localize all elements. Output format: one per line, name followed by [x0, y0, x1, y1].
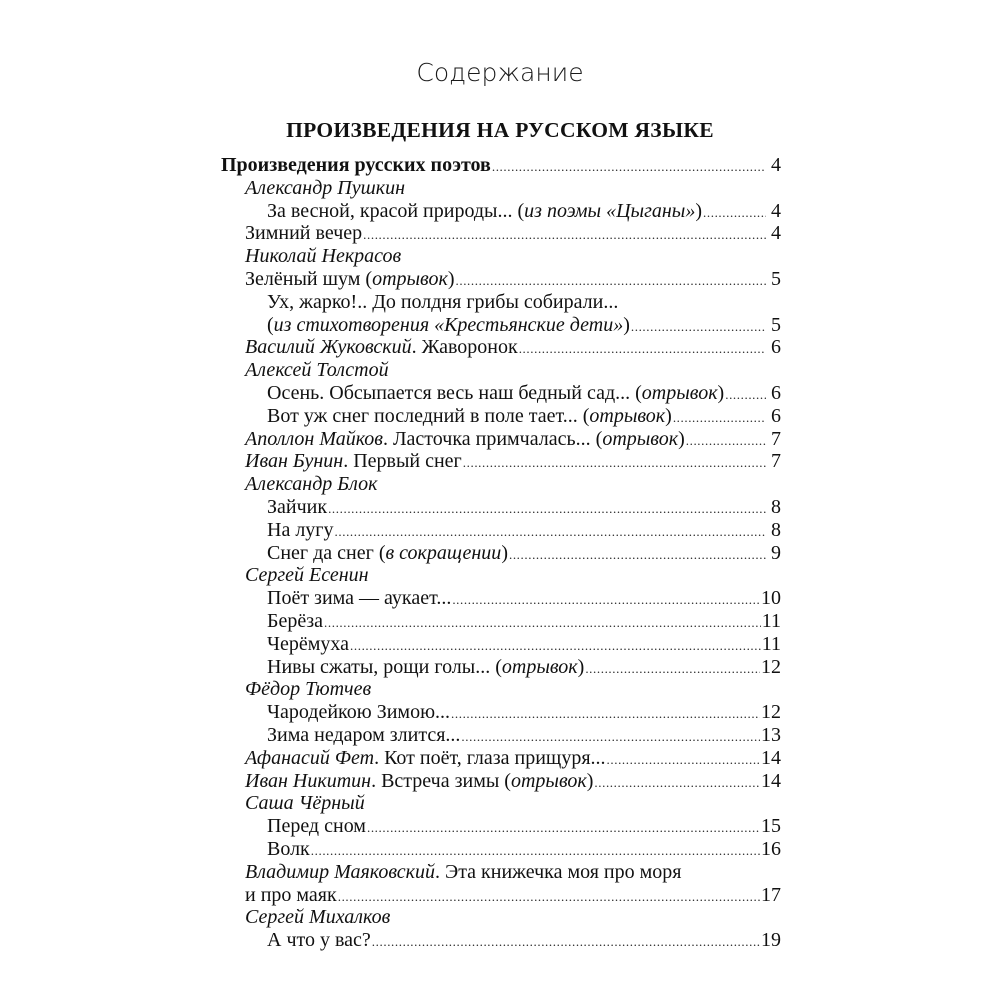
page-number: 6 [771, 404, 781, 427]
toc-entry[interactable] [221, 519, 781, 542]
toc-entry-title [245, 245, 401, 268]
toc-entry[interactable] [221, 336, 781, 359]
toc-entry[interactable] [221, 792, 781, 815]
toc-entry-text-part: ) [695, 199, 703, 222]
toc-entry[interactable] [221, 815, 781, 838]
page-number: 9 [771, 541, 781, 564]
dot-leader [492, 156, 766, 179]
toc-entry-title [245, 428, 685, 451]
toc-entry-italic-part: Иван Никитин [245, 769, 372, 792]
toc-entry-italic-part: Александр Пушкин [245, 176, 405, 199]
page-number: 17 [761, 883, 781, 906]
toc-entry[interactable] [221, 268, 781, 291]
toc-entry-text-part: Волк [267, 837, 310, 860]
page-number: 7 [771, 450, 781, 473]
toc-entry-text-part: На лугу [267, 518, 334, 541]
page-number: 14 [761, 769, 781, 792]
dot-leader [350, 635, 761, 658]
dot-leader [594, 772, 760, 795]
toc-entry-italic-part: отрывок [372, 267, 448, 290]
toc-entry-italic-part: отрывок [501, 655, 578, 678]
toc-entry-title [245, 473, 377, 496]
page-number: 12 [761, 655, 781, 678]
toc-entry-title [245, 336, 518, 359]
toc-entry-text-part: Осень. Обсыпается весь наш бедный сад... ( [267, 381, 642, 404]
toc-entry[interactable] [221, 496, 781, 519]
toc-entry-title [267, 519, 334, 542]
toc-entry[interactable] [221, 861, 781, 884]
toc-entry-text-part: ) [577, 655, 585, 678]
toc-entry-text-part: ) [665, 404, 672, 427]
dot-leader [703, 202, 766, 225]
toc-entry-text-part: Черёмуха [267, 632, 350, 655]
page-number: 11 [761, 609, 781, 632]
toc-entry-text-part: Снег да снег ( [267, 541, 386, 564]
toc-entry-italic-part: Александр Блок [245, 473, 378, 496]
dot-leader [451, 703, 760, 726]
toc-entry[interactable] [221, 610, 781, 633]
page-title: Содержание [416, 58, 584, 87]
page-number: 5 [771, 267, 781, 290]
toc-entry[interactable] [221, 747, 781, 770]
toc-entry-text-part: ) [501, 541, 508, 564]
toc-entry-title [267, 291, 618, 314]
toc-entry-italic-part: в сокращении [385, 541, 502, 564]
toc-entry[interactable] [221, 382, 781, 405]
toc-entry[interactable] [221, 154, 781, 177]
toc-entry[interactable] [221, 906, 781, 929]
toc-entry-italic-part: Аполлон Майков [245, 427, 383, 450]
page-number: 6 [771, 381, 781, 404]
toc-entry-text-part: и про маяк [245, 883, 337, 906]
dot-leader [631, 316, 766, 339]
toc-entry-title [267, 382, 724, 405]
toc-entry[interactable] [221, 428, 781, 451]
dot-leader [335, 521, 766, 544]
dot-leader [686, 430, 766, 453]
toc-entry-text-part: . Первый снег [343, 450, 462, 473]
toc-entry-title [245, 678, 371, 701]
dot-leader [585, 658, 760, 681]
toc-entry[interactable] [221, 405, 781, 428]
toc-entry[interactable] [221, 678, 781, 701]
toc-entry-title [245, 359, 389, 382]
toc-entry-title [267, 838, 310, 861]
toc-entry-text-part: . Жаворонок [411, 336, 518, 359]
dot-leader [463, 452, 766, 475]
toc-entry[interactable] [221, 359, 781, 382]
toc-entry-title [245, 792, 365, 815]
page-number: 4 [771, 154, 781, 176]
toc-entry-italic-part: Саша Чёрный [245, 792, 365, 815]
table-of-contents [221, 154, 781, 952]
page-number: 4 [771, 222, 781, 245]
toc-entry[interactable] [221, 633, 781, 656]
toc-entry-title [245, 861, 682, 884]
toc-entry-title [267, 610, 323, 633]
toc-entry[interactable] [221, 929, 781, 952]
dot-leader [372, 931, 760, 954]
toc-entry-text-part: . Ласточка примчалась... ( [382, 427, 603, 450]
dot-leader [338, 886, 760, 909]
toc-entry-title [267, 200, 702, 223]
toc-entry-text-part: Ух, жарко!.. До полдня грибы собирали... [267, 290, 619, 313]
toc-entry-italic-part: Сергей Есенин [245, 564, 369, 587]
toc-entry-text-part: ) [447, 267, 455, 290]
dot-leader [725, 384, 766, 407]
dot-leader [673, 407, 766, 430]
section-heading: ПРОИЗВЕДЕНИЯ НА РУССКОМ ЯЗЫКЕ [286, 118, 714, 142]
dot-leader [363, 224, 766, 247]
toc-entry-title [267, 542, 508, 565]
toc-entry-italic-part: из стихотворения «Крестьянские дети» [273, 313, 624, 336]
toc-entry-text-part: Перед сном [267, 815, 366, 838]
toc-entry-title [267, 656, 584, 679]
toc-entry-text-part: ) [623, 313, 630, 336]
toc-entry-italic-part: Николай Некрасов [245, 245, 402, 268]
page-number: 10 [761, 587, 781, 610]
toc-entry-italic-part: Иван Бунин [245, 450, 344, 473]
page-number: 15 [761, 815, 781, 838]
dot-leader [509, 544, 766, 567]
toc-entry-title [245, 770, 593, 793]
toc-entry-title [245, 747, 606, 770]
toc-entry-text-part: Зелёный шум ( [245, 267, 373, 290]
dot-leader [311, 840, 760, 863]
page-number: 8 [771, 495, 781, 518]
page-number: 11 [761, 632, 781, 655]
toc-entry-text-part: Произведения русских поэтов [221, 154, 491, 176]
toc-entry-text-part: ) [678, 427, 685, 450]
toc-entry-text-part: Вот уж снег последний в поле тает... ( [267, 404, 590, 427]
toc-entry-title [245, 450, 462, 473]
toc-entry-italic-part: Фёдор Тютчев [245, 678, 372, 701]
toc-entry[interactable] [221, 314, 781, 337]
toc-entry-italic-part: Василий Жуковский [245, 336, 412, 359]
toc-entry-title [245, 564, 369, 587]
toc-entry-italic-part: отрывок [641, 381, 718, 404]
toc-entry-title [245, 884, 337, 907]
toc-entry-title [267, 405, 672, 428]
toc-entry-text-part: Поёт зима — аукает... [267, 587, 452, 610]
toc-entry-text-part: ( [267, 313, 274, 336]
toc-entry-text-part: Зайчик [267, 495, 328, 518]
toc-entry-title [221, 154, 491, 177]
dot-leader [452, 589, 760, 612]
dot-leader [456, 270, 767, 293]
toc-entry-title [267, 701, 450, 724]
toc-entry[interactable] [221, 656, 781, 679]
toc-entry-italic-part: отрывок [510, 769, 587, 792]
toc-entry-text-part: . Встреча зимы ( [371, 769, 511, 792]
toc-entry[interactable] [221, 450, 781, 473]
dot-leader [607, 749, 760, 772]
toc-entry-text-part: Чародейкою Зимою... [267, 701, 451, 724]
page-number: 6 [771, 336, 781, 359]
toc-entry[interactable] [221, 222, 781, 245]
toc-entry[interactable] [221, 564, 781, 587]
toc-entry-text-part: ) [586, 769, 594, 792]
toc-entry[interactable] [221, 200, 781, 223]
dot-leader [461, 726, 760, 749]
toc-entry[interactable] [221, 701, 781, 724]
toc-entry-italic-part: Владимир Маяковский [245, 860, 435, 883]
toc-entry[interactable] [221, 838, 781, 861]
toc-entry-text-part: За весной, красой природы... ( [267, 199, 525, 222]
page-number: 4 [771, 199, 781, 222]
toc-entry-title [267, 815, 366, 838]
toc-entry[interactable] [221, 177, 781, 200]
toc-entry-text-part: Зимний вечер [245, 222, 363, 245]
toc-entry-italic-part: из поэмы «Цыганы» [524, 199, 696, 222]
dot-leader [328, 498, 766, 521]
page-number: 14 [761, 746, 781, 769]
toc-entry-title [267, 633, 349, 656]
page-number: 16 [761, 837, 781, 860]
page-number: 12 [761, 701, 781, 724]
toc-entry-italic-part: Сергей Михалков [245, 906, 391, 929]
toc-entry-italic-part: Алексей Толстой [245, 359, 389, 382]
toc-entry-title [267, 587, 451, 610]
toc-entry-title [245, 268, 455, 291]
toc-entry[interactable] [221, 245, 781, 268]
toc-entry-text-part: А что у вас? [267, 929, 371, 952]
toc-entry-text-part: Берёза [267, 609, 324, 632]
dot-leader [519, 338, 766, 361]
toc-entry[interactable] [221, 473, 781, 496]
dot-leader [324, 612, 761, 635]
toc-entry[interactable] [221, 770, 781, 793]
toc-entry-title [245, 906, 390, 929]
page-number: 19 [761, 929, 781, 952]
toc-entry-text-part: ) [717, 381, 725, 404]
toc-entry-title [245, 222, 362, 245]
toc-entry-text-part: . Эта книжечка моя про моря [434, 860, 682, 883]
toc-entry[interactable] [221, 724, 781, 747]
toc-entry[interactable] [221, 542, 781, 565]
dot-leader [367, 817, 760, 840]
page-number: 13 [761, 723, 781, 746]
toc-entry-italic-part: отрывок [602, 427, 679, 450]
toc-entry-italic-part: отрывок [589, 404, 666, 427]
toc-entry-title [267, 724, 460, 747]
toc-entry-title [245, 177, 405, 200]
toc-entry-title [267, 496, 327, 519]
toc-entry-text-part: Нивы сжаты, рощи голы... ( [267, 655, 502, 678]
page-number: 7 [771, 427, 781, 450]
toc-entry[interactable] [221, 884, 781, 907]
toc-entry-text-part: Зима недаром злится... [267, 723, 461, 746]
toc-entry-text-part: . Кот поёт, глаза прищуря... [374, 746, 606, 769]
page-number: 8 [771, 518, 781, 541]
toc-entry-title [267, 314, 630, 337]
toc-entry-italic-part: Афанасий Фет [245, 746, 375, 769]
page-number: 5 [771, 313, 781, 336]
toc-entry[interactable] [221, 291, 781, 314]
toc-entry[interactable] [221, 587, 781, 610]
toc-entry-title [267, 929, 371, 952]
